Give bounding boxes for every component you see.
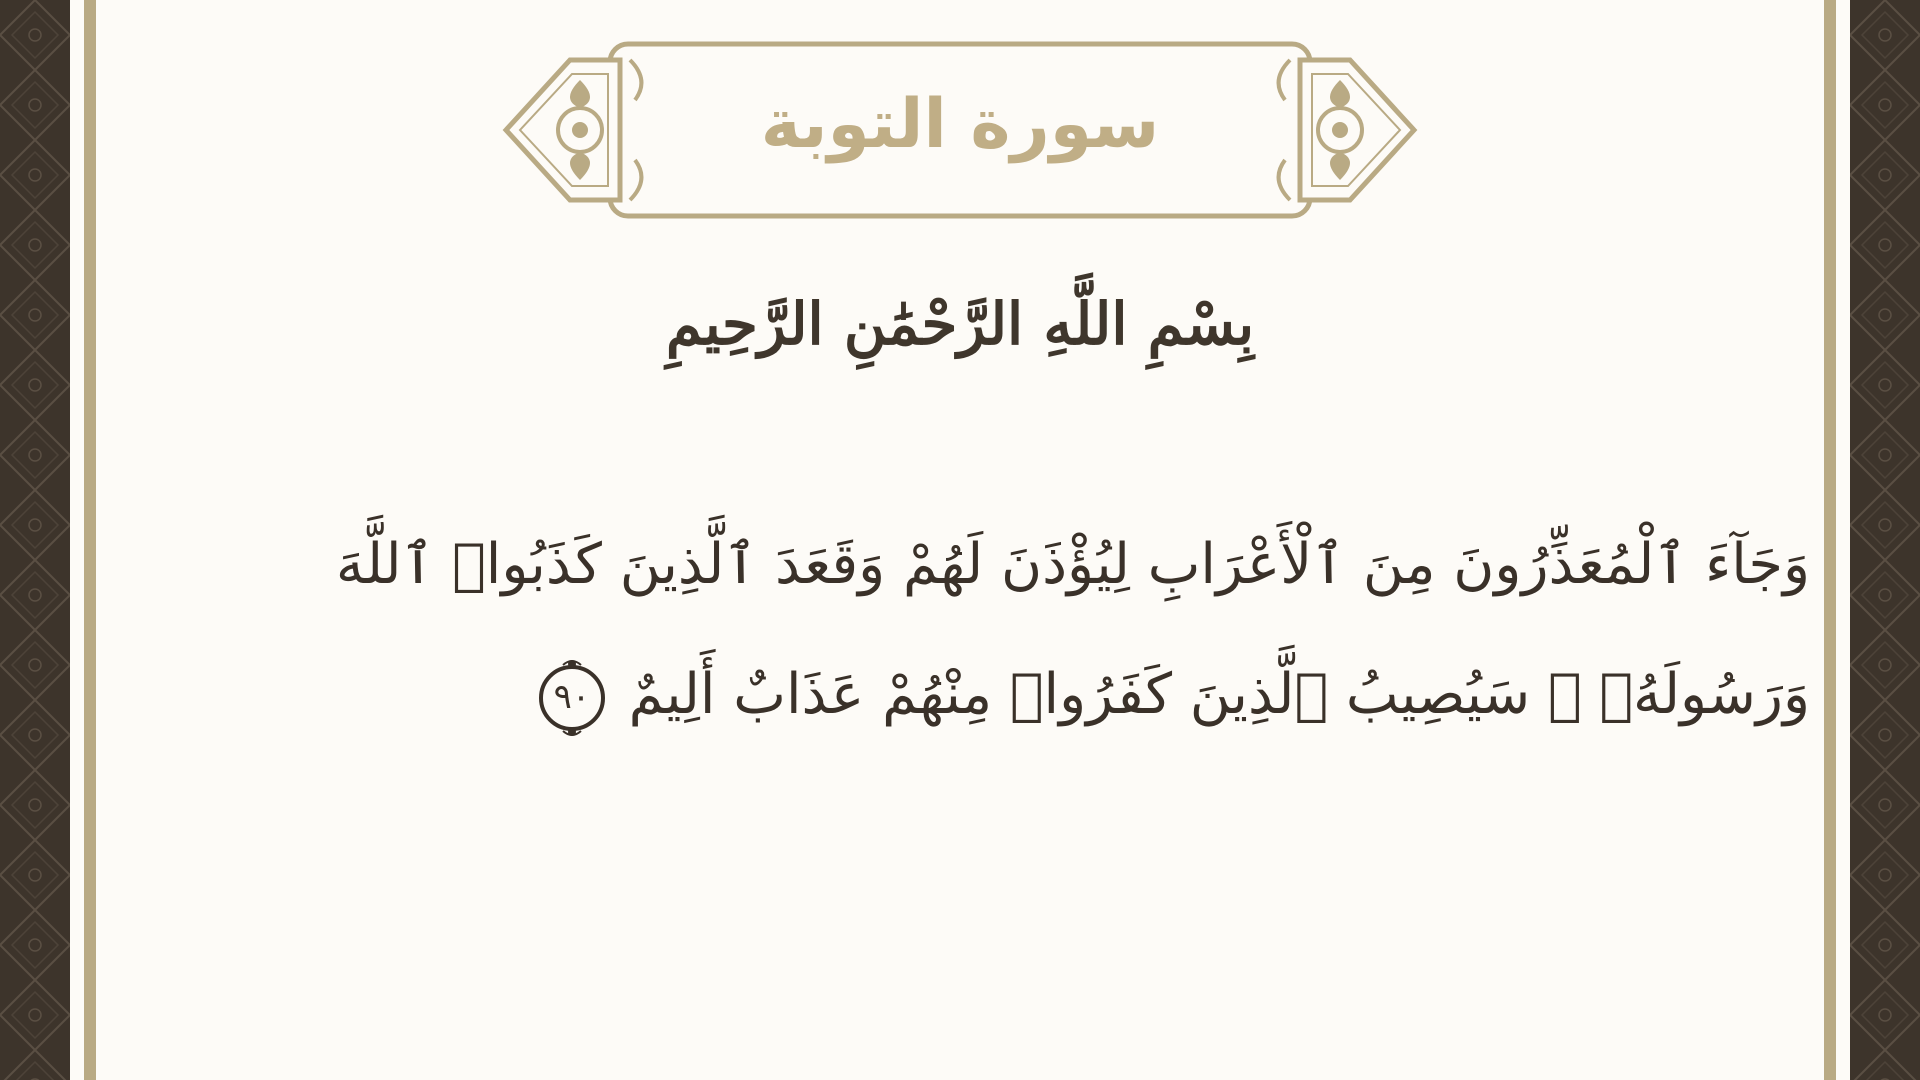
ayah-end-marker-icon	[533, 659, 611, 737]
left-gold-rule	[84, 0, 96, 1080]
right-decorative-border	[1850, 0, 1920, 1080]
surah-title-frame	[500, 40, 1420, 230]
verse-line-1: وَجَآءَ ٱلْمُعَذِّرُونَ مِنَ ٱلْأَعْرَابِ لِيُؤْذَنَ لَهُمْ وَقَعَدَ ٱلَّذِينَ كَذَبُوا۟ ٱللَّهَ	[335, 532, 1810, 597]
right-gold-rule	[1824, 0, 1836, 1080]
verse-text	[250, 500, 1810, 760]
basmala: بِسْمِ اللَّهِ الرَّحْمَٰنِ الرَّحِيمِ	[665, 290, 1255, 358]
verse-line-2	[250, 630, 1810, 760]
surah-title: سورة التوبة	[760, 85, 1160, 164]
verse-line-2-text: وَرَسُولَهُۥ ۚ سَيُصِيبُ ٱلَّذِينَ كَفَرُوا۟ مِنْهُمْ عَذَابٌ أَلِيمٌ	[628, 662, 1810, 727]
ayah-number: ٩٠	[553, 676, 591, 717]
left-decorative-border	[0, 0, 70, 1080]
